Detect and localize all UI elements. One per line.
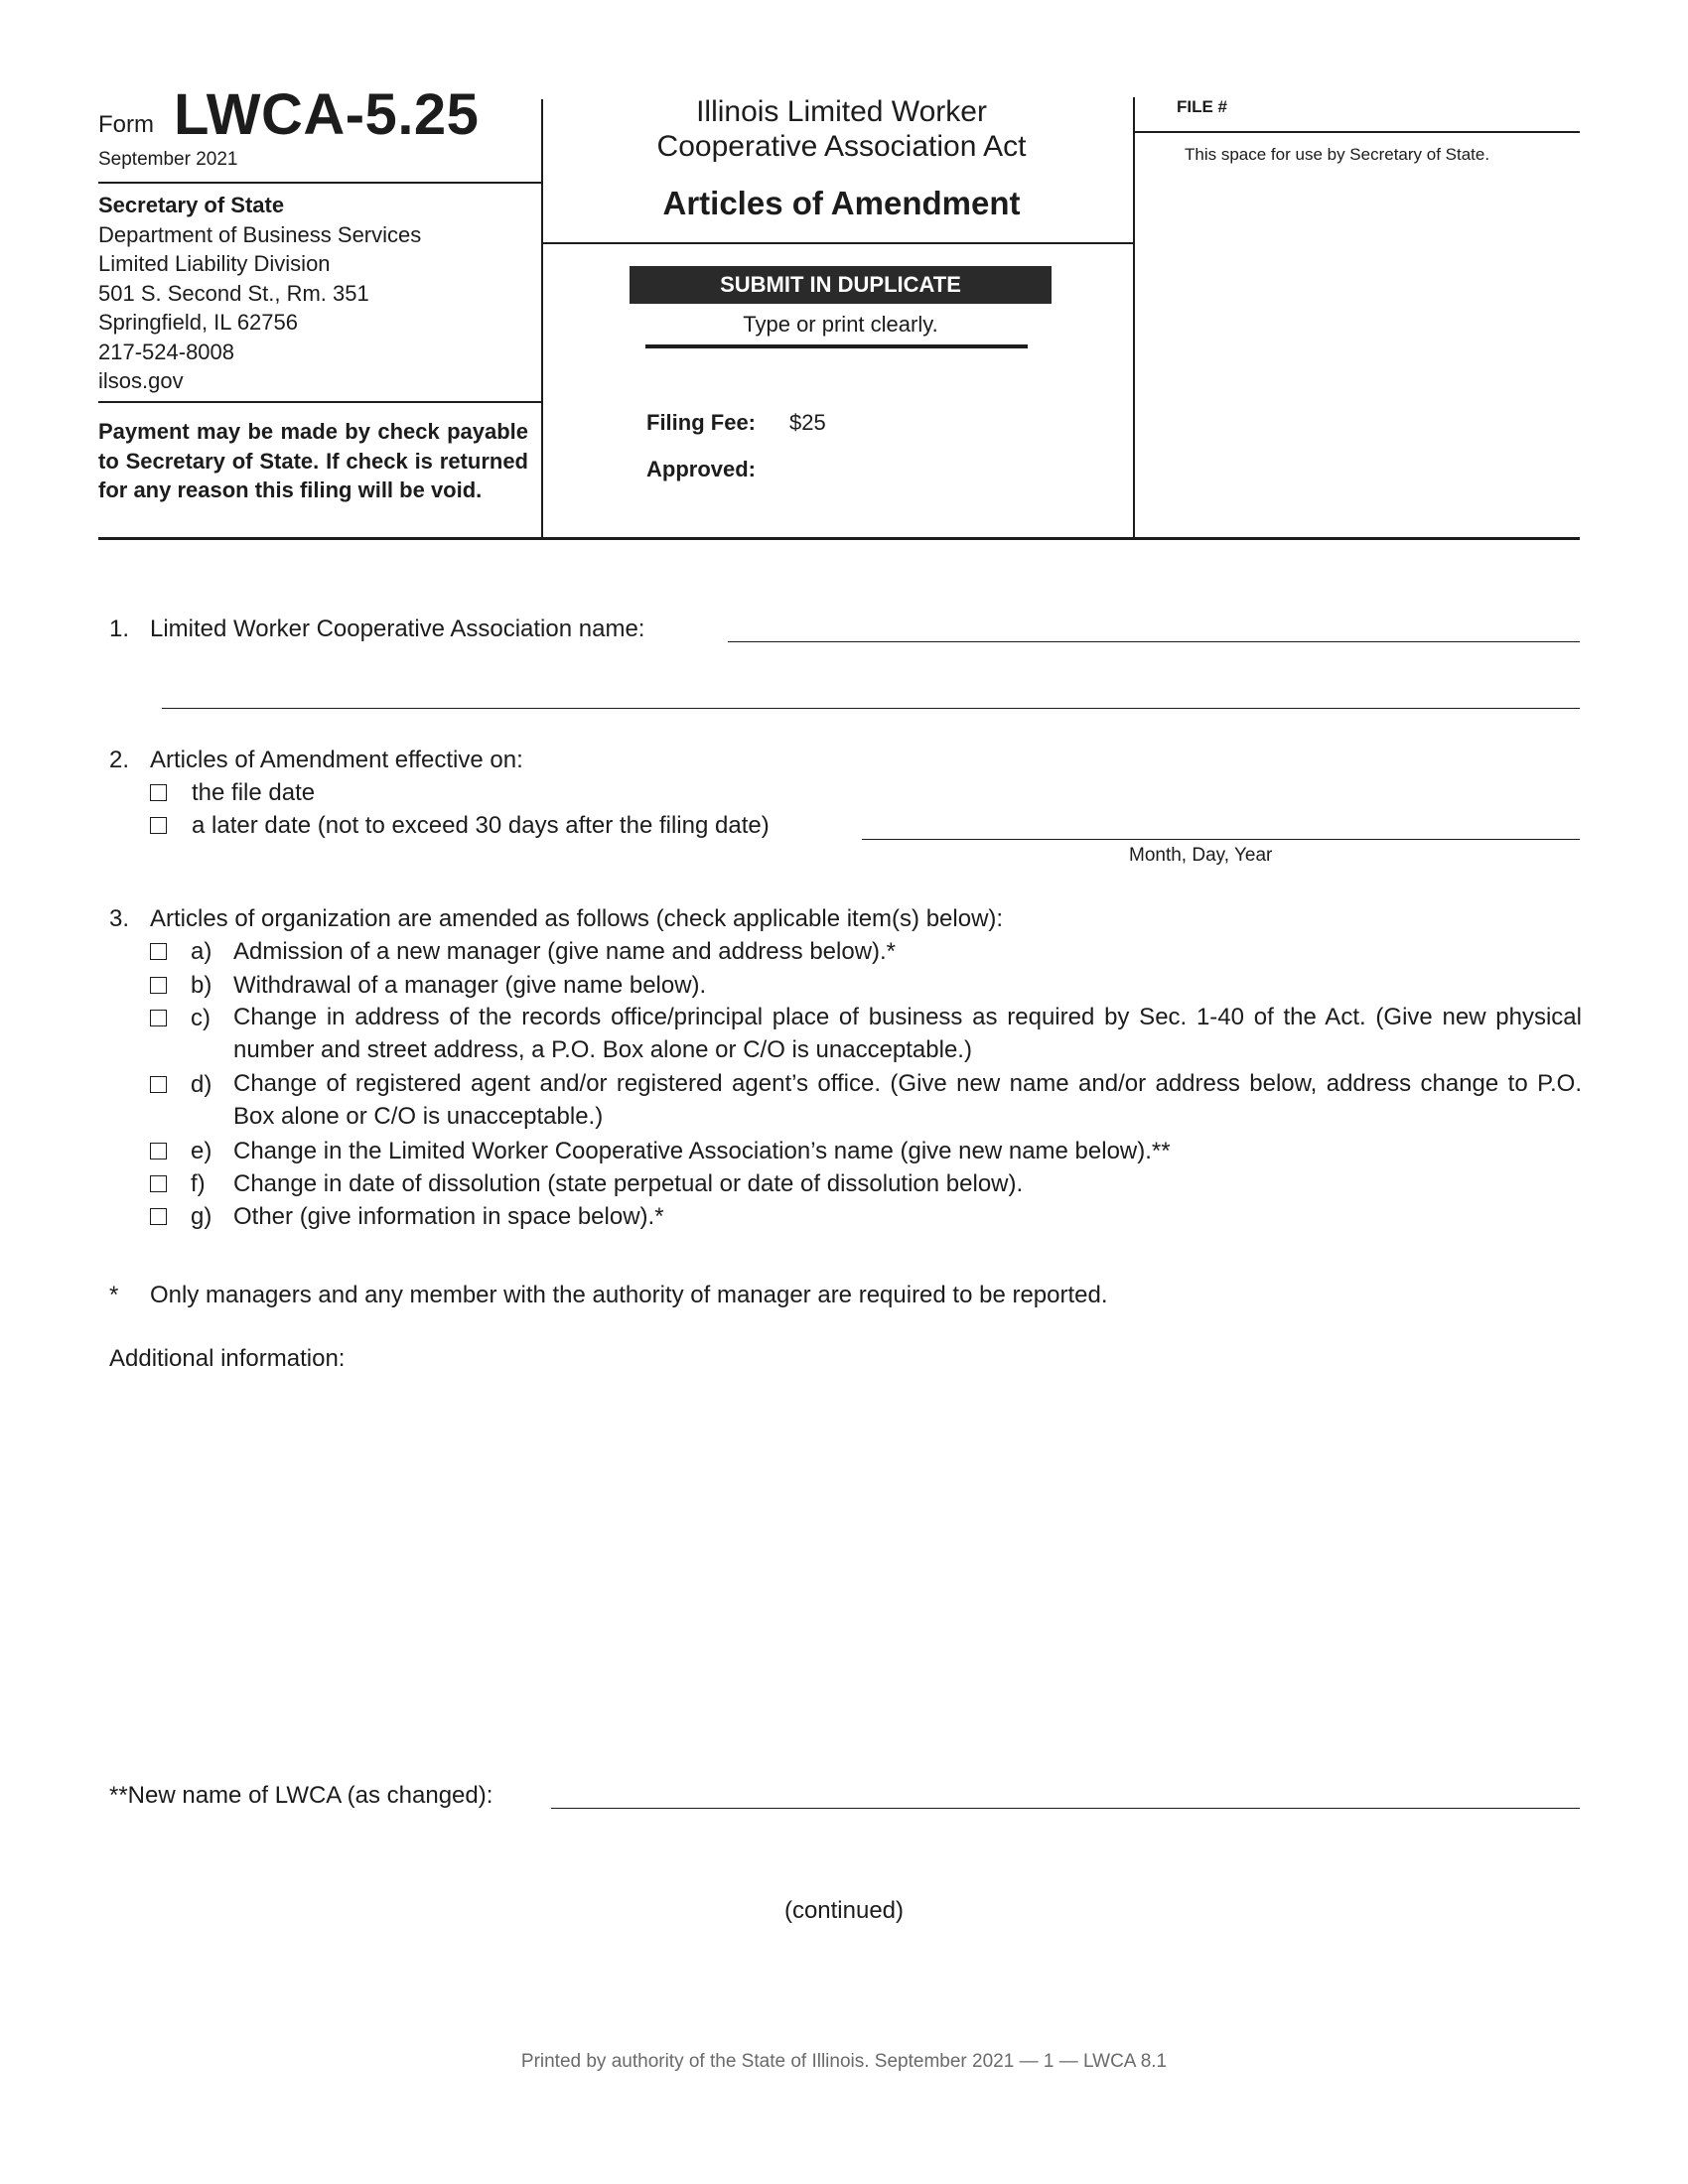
office-use-note: This space for use by Secretary of State. — [1185, 145, 1490, 164]
effective-date-field[interactable] — [862, 839, 1580, 840]
footnote-mark: * — [109, 1282, 119, 1308]
approved-label: Approved: — [646, 457, 756, 481]
later-date-option: a later date (not to exceed 30 days after the filing date) — [192, 812, 770, 839]
date-format-caption: Month, Day, Year — [1129, 845, 1273, 866]
item-a-letter: a) — [191, 938, 212, 965]
header-center-rule — [543, 242, 1133, 244]
office-address-block — [98, 191, 421, 396]
later-date-checkbox[interactable] — [150, 817, 167, 834]
header-right-rule — [1135, 131, 1580, 133]
q2-number: 2. — [109, 747, 130, 773]
item-b-letter: b) — [191, 972, 212, 999]
q3-label: Articles of organization are amended as follows (check applicable item(s) below): — [150, 905, 1004, 932]
filing-fee-label: Filing Fee: — [646, 410, 756, 435]
association-name-field[interactable] — [728, 641, 1580, 642]
filing-fee-value: $25 — [789, 410, 826, 435]
office-line: Limited Liability Division — [98, 251, 331, 276]
office-line: Springfield, IL 62756 — [98, 310, 298, 335]
form-word: Form — [98, 111, 154, 138]
new-name-field[interactable] — [551, 1808, 1580, 1809]
file-date-option: the file date — [192, 779, 316, 806]
item-d-letter: d) — [191, 1071, 212, 1098]
payment-note: Payment may be made by check payable to Secretary of State. If check is returned for any reason this filing will be void. — [98, 419, 528, 502]
act-title — [546, 94, 1137, 164]
item-f-checkbox[interactable] — [150, 1175, 167, 1192]
form-date: September 2021 — [98, 149, 238, 170]
new-name-label: **New name of LWCA (as changed): — [109, 1782, 493, 1809]
additional-info-area[interactable] — [109, 1382, 1580, 1759]
item-a-text: Admission of a new manager (give name and address below).* — [233, 938, 897, 965]
file-number-label: FILE # — [1177, 97, 1228, 116]
office-website: ilsos.gov — [98, 368, 184, 393]
item-c-text: Change in address of the records office/principal place of business as required by Sec. 1-40 of the Act. (Give new physical number and street address, a P.O. Box alone or C/O is unacceptable.) — [233, 1004, 1582, 1063]
q1-number: 1. — [109, 615, 130, 642]
item-b-text: Withdrawal of a manager (give name below). — [233, 972, 707, 999]
continued-note: (continued) — [783, 1897, 905, 1924]
instruction-underline — [645, 344, 1028, 348]
item-a-checkbox[interactable] — [150, 943, 167, 960]
item-b-checkbox[interactable] — [150, 977, 167, 994]
act-title-line2: Cooperative Association Act — [656, 130, 1027, 163]
header-divider-left — [541, 99, 543, 538]
type-print-instruction: Type or print clearly. — [743, 312, 938, 337]
item-g-letter: g) — [191, 1203, 212, 1230]
item-d-checkbox[interactable] — [150, 1076, 167, 1093]
q2-label: Articles of Amendment effective on: — [150, 747, 523, 773]
office-line: Department of Business Services — [98, 221, 422, 247]
q3-number: 3. — [109, 905, 130, 932]
additional-info-label: Additional information: — [109, 1345, 346, 1372]
document-title: Articles of Amendment — [662, 185, 1021, 221]
item-e-text: Change in the Limited Worker Cooperative Association’s name (give new name below).** — [233, 1138, 1171, 1164]
form-number: LWCA-5.25 — [174, 82, 480, 147]
office-line: 501 S. Second St., Rm. 351 — [98, 280, 369, 306]
header-bottom-rule — [98, 537, 1580, 540]
office-line: 217-524-8008 — [98, 339, 235, 364]
item-c-letter: c) — [191, 1005, 211, 1031]
item-c-checkbox[interactable] — [150, 1010, 167, 1026]
item-g-text: Other (give information in space below).* — [233, 1203, 664, 1230]
item-f-letter: f) — [191, 1170, 206, 1197]
header-left-mid-rule — [98, 401, 542, 403]
submit-in-duplicate-banner: SUBMIT IN DUPLICATE — [630, 266, 1052, 304]
act-title-line1: Illinois Limited Worker — [696, 95, 987, 128]
association-name-field-line2[interactable] — [162, 708, 1580, 709]
q1-label: Limited Worker Cooperative Association name: — [150, 615, 645, 642]
file-date-checkbox[interactable] — [150, 784, 167, 801]
item-g-checkbox[interactable] — [150, 1208, 167, 1225]
item-e-letter: e) — [191, 1138, 212, 1164]
office-name: Secretary of State — [98, 193, 285, 217]
page-footer: Printed by authority of the State of Illinois. September 2021 — 1 — LWCA 8.1 — [520, 2051, 1168, 2072]
item-f-text: Change in date of dissolution (state perpetual or date of dissolution below). — [233, 1170, 1024, 1197]
item-e-checkbox[interactable] — [150, 1143, 167, 1160]
header-left-top-rule — [98, 182, 542, 184]
item-d-text: Change of registered agent and/or registered agent’s office. (Give new name and/or address below, address change to P.O. Box alone or C/O is unacceptable.) — [233, 1070, 1582, 1130]
footnote-text: Only managers and any member with the authority of manager are required to be reported. — [150, 1282, 1108, 1308]
